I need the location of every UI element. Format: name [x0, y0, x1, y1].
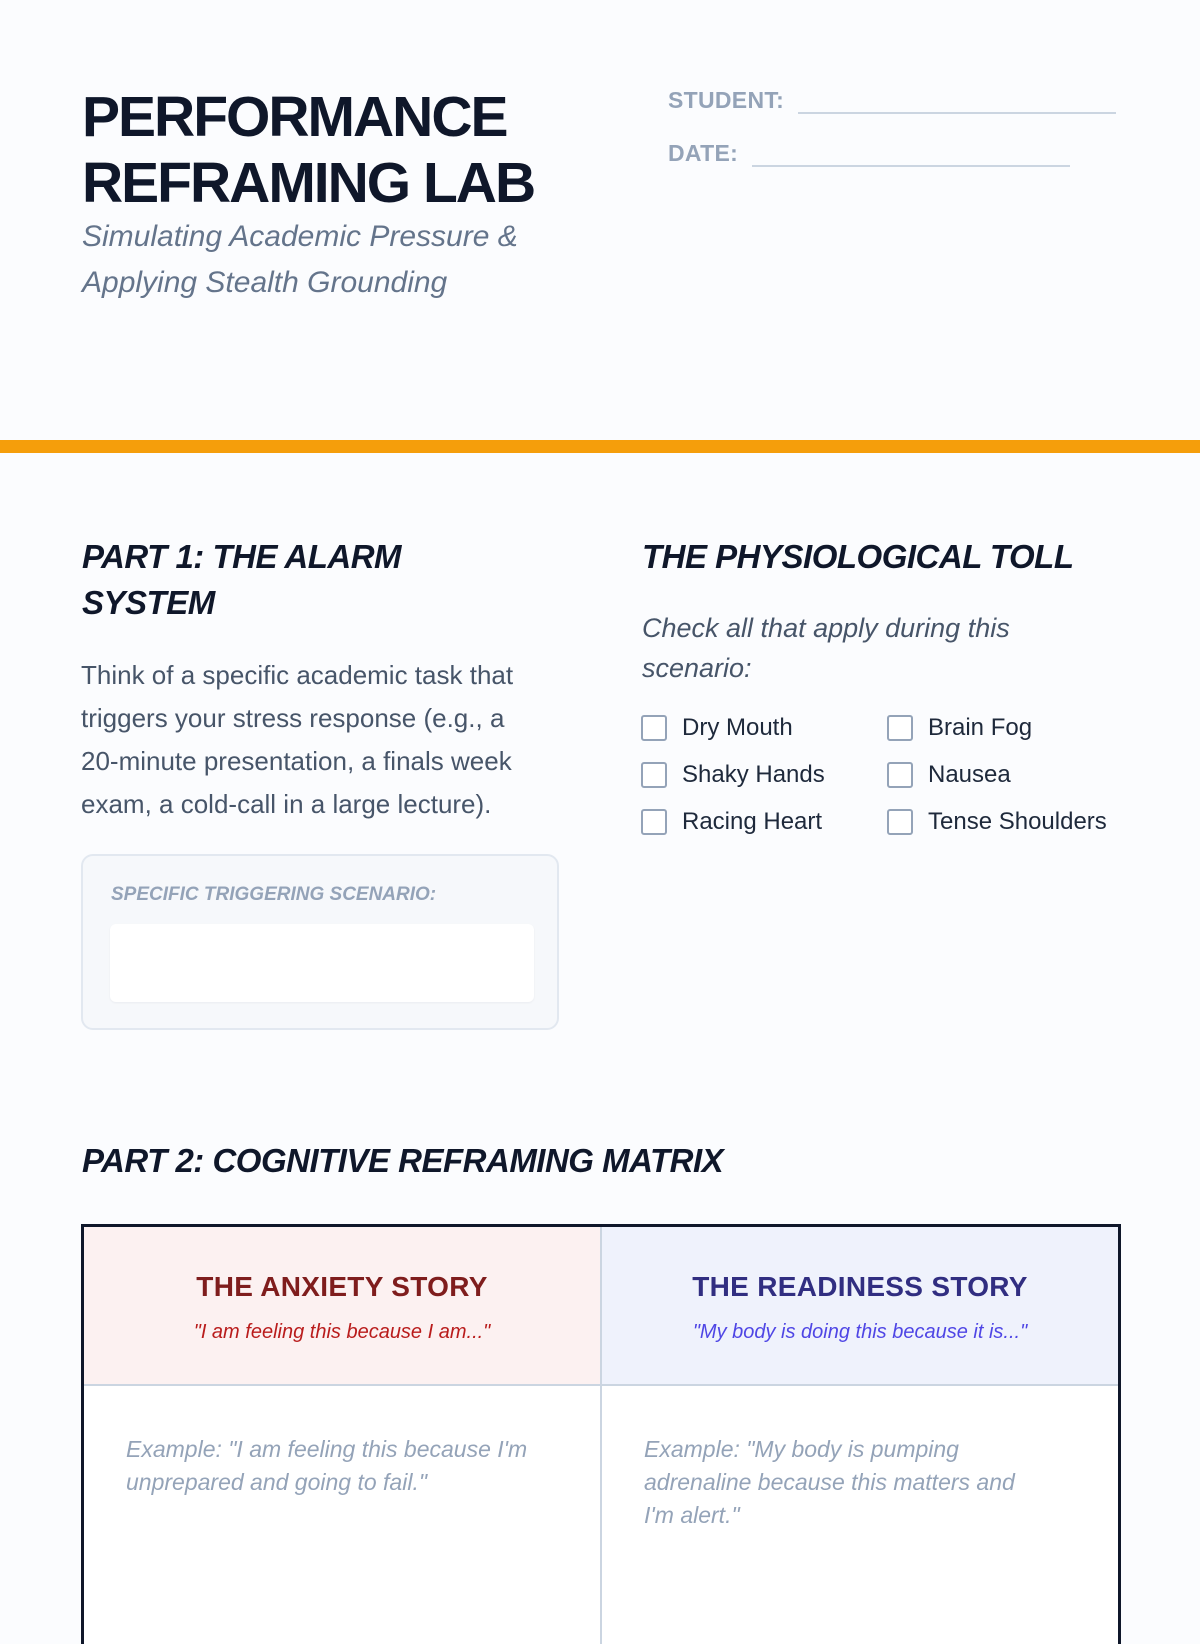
checkbox-box[interactable]	[887, 762, 913, 788]
toll-heading-text: THE PHYSIOLOGICAL TOLL	[642, 538, 1074, 575]
readiness-prompt: "My body is doing this because it is..."	[692, 1321, 1028, 1343]
page-title-line: REFRAMING LAB	[82, 151, 535, 215]
checkbox-box[interactable]	[641, 809, 667, 835]
symptom-checkbox-racing-heart[interactable]	[641, 808, 822, 836]
symptom-label: Racing Heart	[682, 808, 823, 835]
student-input-line[interactable]	[798, 86, 1116, 114]
symptom-checkbox-tense-shoulders[interactable]	[887, 808, 1107, 836]
part1-heading-line: PART 1: THE ALARM	[82, 538, 402, 575]
page-subtitle-line: Simulating Academic Pressure &	[82, 220, 518, 253]
date-field	[668, 139, 1070, 167]
part1-instructions	[81, 654, 571, 826]
toll-instructions-line: Check all that apply during this	[642, 613, 1010, 643]
symptom-label: Tense Shoulders	[928, 808, 1107, 835]
readiness-example[interactable]	[644, 1433, 1092, 1532]
readiness-column	[602, 1227, 1118, 1644]
anxiety-example-line: Example: "I am feeling this because I'm	[126, 1436, 528, 1462]
page-title	[82, 84, 642, 216]
symptom-label: Shaky Hands	[682, 761, 825, 788]
toll-instructions-line: scenario:	[642, 653, 752, 683]
part1-heading	[82, 534, 542, 626]
anxiety-title: THE ANXIETY STORY	[196, 1271, 488, 1302]
anxiety-example-line: unprepared and going to fail."	[126, 1469, 427, 1495]
symptom-checkbox-shaky-hands[interactable]	[641, 761, 825, 789]
readiness-title: THE READINESS STORY	[692, 1271, 1028, 1302]
checkbox-box[interactable]	[887, 715, 913, 741]
part1-instructions-line: 20-minute presentation, a finals week	[81, 746, 512, 776]
accent-divider	[0, 440, 1200, 453]
readiness-example-line: adrenaline because this matters and	[644, 1469, 1015, 1495]
student-label: STUDENT:	[668, 87, 785, 113]
anxiety-column	[84, 1227, 602, 1644]
readiness-example-line: I'm alert."	[644, 1502, 740, 1528]
page-subtitle	[82, 214, 602, 306]
symptom-label: Brain Fog	[928, 714, 1033, 741]
readiness-column-header	[602, 1227, 1118, 1386]
symptom-checkbox-dry-mouth[interactable]	[641, 714, 793, 742]
toll-heading	[642, 534, 1142, 580]
part1-instructions-line: exam, a cold-call in a large lecture).	[81, 789, 492, 819]
date-input-line[interactable]	[752, 139, 1070, 167]
checkbox-box[interactable]	[641, 762, 667, 788]
part2-heading-text: PART 2: COGNITIVE REFRAMING MATRIX	[82, 1142, 724, 1179]
toll-instructions	[642, 608, 1072, 688]
scenario-card	[81, 854, 559, 1030]
symptom-label: Nausea	[928, 761, 1011, 788]
anxiety-column-header	[84, 1227, 600, 1386]
symptom-checkbox-nausea[interactable]	[887, 761, 1011, 789]
part1-instructions-line: triggers your stress response (e.g., a	[81, 703, 505, 733]
checkbox-box[interactable]	[641, 715, 667, 741]
part2-heading	[82, 1138, 982, 1184]
date-label: DATE:	[668, 140, 739, 166]
student-field	[668, 86, 1116, 114]
reframing-matrix	[81, 1224, 1121, 1644]
scenario-label: SPECIFIC TRIGGERING SCENARIO:	[111, 884, 437, 905]
page-subtitle-line: Applying Stealth Grounding	[82, 266, 448, 299]
readiness-example-line: Example: "My body is pumping	[644, 1436, 959, 1462]
anxiety-example[interactable]	[126, 1433, 574, 1499]
part1-instructions-line: Think of a specific academic task that	[81, 660, 514, 690]
page-title-line: PERFORMANCE	[82, 85, 507, 149]
symptom-checkbox-brain-fog[interactable]	[887, 714, 1032, 742]
part1-heading-line: SYSTEM	[82, 584, 215, 621]
checkbox-box[interactable]	[887, 809, 913, 835]
anxiety-prompt: "I am feeling this because I am..."	[193, 1321, 491, 1343]
scenario-input[interactable]	[110, 924, 534, 1002]
symptom-label: Dry Mouth	[682, 714, 793, 741]
